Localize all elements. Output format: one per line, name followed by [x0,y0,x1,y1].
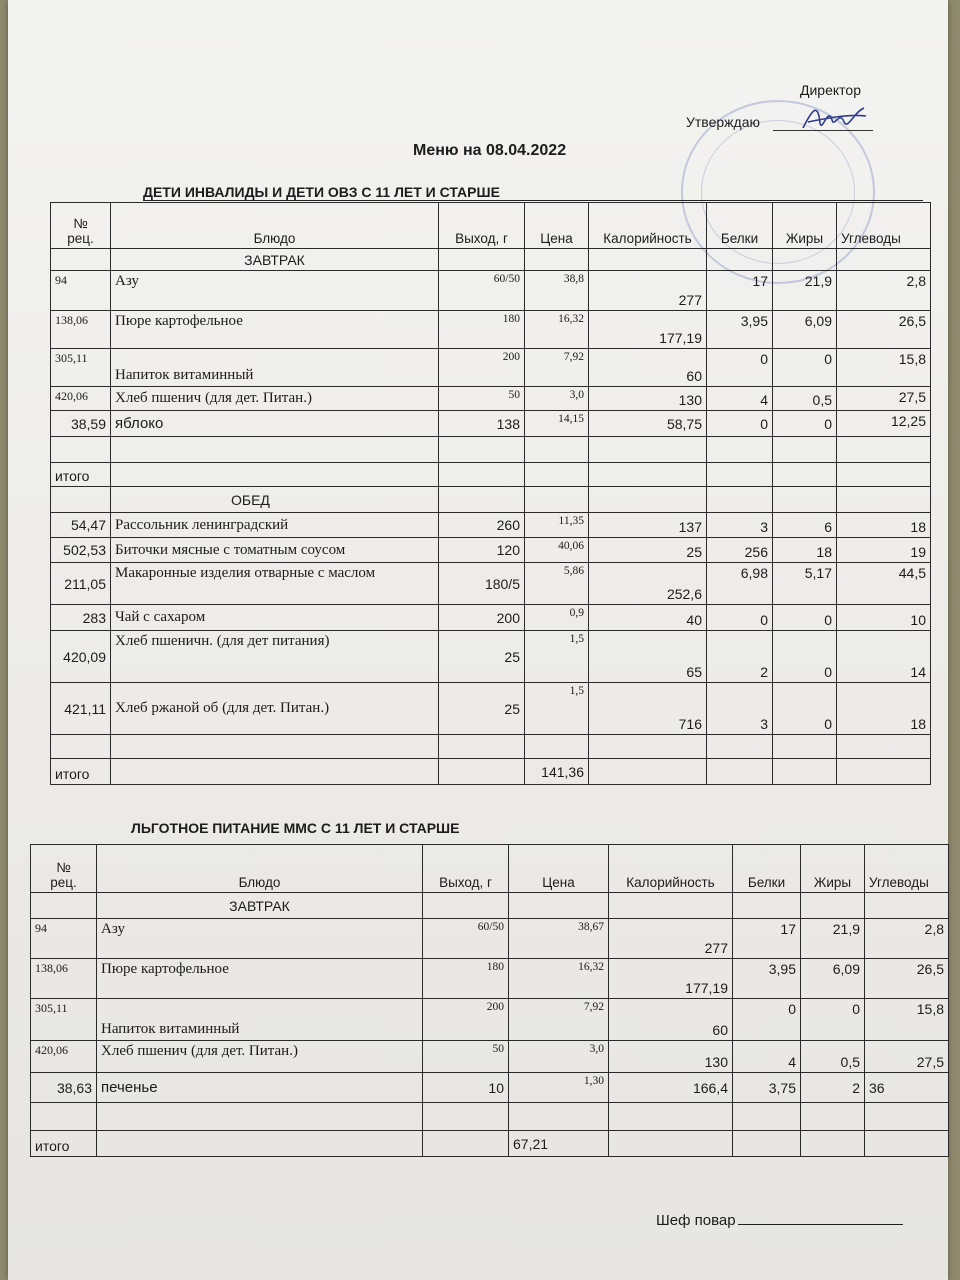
header-price: Цена [509,845,609,893]
table-row: 138,06 Пюре картофельное 180 16,32 177,19 3,95 6,09 26,5 [31,959,949,999]
header-calories: Калорийность [609,845,733,893]
table-row: 305,11 Напиток витаминный 200 7,92 60 0 0 15,8 [51,349,931,387]
table-row: 94 Азу 60/50 38,8 277 17 21,9 2,8 [51,271,931,311]
table2-title: ЛЬГОТНОЕ ПИТАНИЕ ММС С 11 ЛЕТ И СТАРШЕ [131,820,460,836]
table-row: 38,63 печенье 10 1,30 166,4 3,75 2 36 [31,1073,949,1103]
header-proteins: Белки [707,203,773,249]
total-label: итого [51,759,111,785]
director-label: Директор [800,82,861,98]
table-row: 305,11 Напиток витаминный 200 7,92 60 0 0 15,8 [31,999,949,1041]
document-page [8,0,948,1280]
header-proteins: Белки [733,845,801,893]
table-row: 283 Чай с сахаром 200 0,9 40 0 0 10 [51,605,931,631]
chef-signature-line [738,1224,903,1225]
lunch-total-row [51,759,931,785]
table-row: 420,06 Хлеб пшенич (для дет. Питан.) 50 3,0 130 4 0,5 27,5 [51,387,931,411]
header-carbs: Углеводы [865,845,949,893]
header-dish: Блюдо [111,203,439,249]
table-row: 502,53 Биточки мясные с томатным соусом 120 40,06 25 256 18 19 [51,538,931,563]
header-dish: Блюдо [97,845,423,893]
table1-title: ДЕТИ ИНВАЛИДЫ И ДЕТИ ОВЗ С 11 ЛЕТ И СТАРШЕ [143,184,500,200]
empty-row [51,735,931,759]
header-calories: Калорийность [589,203,707,249]
total-label: итого [31,1131,97,1157]
header-price: Цена [525,203,589,249]
chef-label: Шеф повар [656,1212,736,1229]
approve-label: Утверждаю [686,114,760,130]
header-carbs: Углеводы [837,203,931,249]
empty-row [31,1103,949,1131]
breakfast-total: 67,21 [509,1131,609,1157]
table-row: 138,06 Пюре картофельное 180 16,32 177,19 3,95 6,09 26,5 [51,311,931,349]
breakfast-label: ЗАВТРАК [111,249,439,271]
table-row: 420,09 Хлеб пшеничн. (для дет питания) 25 1,5 65 2 0 14 [51,631,931,683]
table-row: 38,59 яблоко 138 14,15 58,75 0 0 12,25 [51,411,931,437]
chef-signature-block [656,1212,903,1229]
lunch-label: ОБЕД [111,487,439,513]
page-title: Меню на 08.04.2022 [413,142,567,159]
header-output: Выход, г [423,845,509,893]
table1-header-row [51,203,931,249]
lunch-total: 141,36 [525,759,589,785]
signature-icon [798,98,868,138]
menu-table-2 [30,844,949,1157]
table2-header-row [31,845,949,893]
empty-row [51,437,931,463]
lunch-label-row [51,487,931,513]
header-recipe-no: № рец. [31,845,97,893]
header-output: Выход, г [439,203,525,249]
table-row: 94 Азу 60/50 38,67 277 17 21,9 2,8 [31,919,949,959]
header-recipe-no: № рец. [51,203,111,249]
table-row: 420,06 Хлеб пшенич (для дет. Питан.) 50 3,0 130 4 0,5 27,5 [31,1041,949,1073]
header-fats: Жиры [773,203,837,249]
breakfast-label-row [31,893,949,919]
total-row [31,1131,949,1157]
menu-table-1 [50,202,931,785]
table-row: 54,47 Рассольник ленинградский 260 11,35 137 3 6 18 [51,513,931,538]
table-row: 421,11 Хлеб ржаной об (для дет. Питан.) 25 1,5 716 3 0 18 [51,683,931,735]
total-row [51,463,931,487]
breakfast-label: ЗАВТРАК [97,893,423,919]
table-row: 211,05 Макаронные изделия отварные с маслом 180/5 5,86 252,6 6,98 5,17 44,5 [51,563,931,605]
total-label: итого [51,463,111,487]
table1-title-underline [143,200,923,201]
header-fats: Жиры [801,845,865,893]
approval-block [678,80,938,140]
breakfast-label-row [51,249,931,271]
